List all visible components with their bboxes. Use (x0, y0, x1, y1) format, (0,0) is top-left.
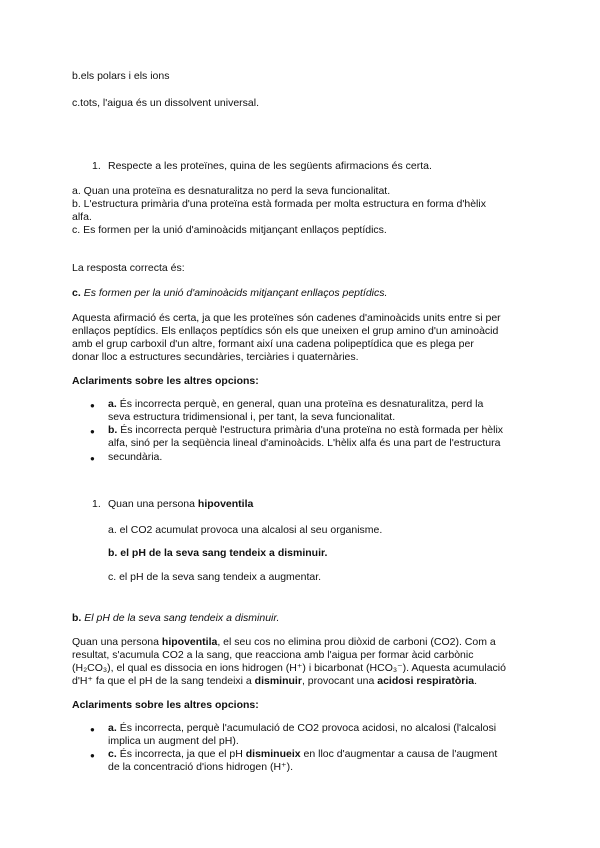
q2-bullet-a-text: És incorrecta, perquè l'acumulació de CO2 provoca acidosi, no alcalosi (l'alcalosi (119, 722, 497, 734)
q2-exp-text: Quan una persona (72, 636, 162, 648)
q1-bullet-b-cont2: secundària. (108, 451, 163, 463)
q1-bullet-b-letter: b. (108, 424, 118, 436)
q2-exp-bold: disminuir (254, 675, 302, 687)
q2-explanation-line (72, 636, 542, 649)
q2-exp-text: d'H⁺ fa que el pH de la sang tendeixi a (72, 675, 255, 687)
bullet-icon: ● (90, 427, 95, 436)
q1-question: Respecte a les proteïnes, quina de les següents afirmacions és certa. (108, 160, 432, 172)
q1-option-a: a. Quan una proteïna es desnaturalitza no perd la seva funcionalitat. (72, 185, 391, 197)
q2-option-b: b. el pH de la seva sang tendeix a disminuir. (108, 547, 328, 559)
q2-explanation (72, 636, 542, 688)
q2-exp-bold: acidosi respiratòria (377, 675, 475, 687)
q2-exp-bold: hipoventila (161, 636, 218, 648)
q1-bullet-a-text: És incorrecta perquè, en general, quan una proteïna es desnaturalitza, perd la (119, 398, 484, 410)
q1-clarifications-heading: Aclariments sobre les altres opcions: (72, 375, 259, 387)
q1-bullet-a-cont: seva estructura tridimensional i, per tant, la seva funcionalitat. (108, 411, 396, 423)
q1-answer-text: Es formen per la unió d'aminoàcids mitjançant enllaços peptídics. (83, 287, 388, 299)
q2-explanation-line: resultat, s'acumula CO2 a la sang, que reacciona amb l'aigua per formar àcid carbònic (72, 649, 474, 661)
q2-bullet-c-text: en lloc d'augmentar a causa de l'augment (300, 748, 498, 760)
q1-explanation-line: amb el grup carboxil d'un altre, formant així una cadena polipeptídica que es plega per (72, 338, 474, 350)
q1-answer-letter: c. (72, 287, 81, 299)
q2-clarifications-heading: Aclariments sobre les altres opcions: (72, 699, 259, 711)
q1-option-b-cont: alfa. (72, 211, 92, 223)
q2-exp-text: , provocant una (301, 675, 378, 687)
q2-exp-text: , el seu cos no elimina prou diòxid de carboni (CO2). Com a (217, 636, 496, 648)
bullet-icon: ● (90, 725, 95, 734)
q1-bullet-b-cont: alfa, sinó per la seqüència lineal d'aminoàcids. L'hèlix alfa és una part de l'estructura (108, 437, 501, 449)
q2-bullet-c-cont: de la concentració d'ions hidrogen (H⁺). (108, 761, 293, 773)
prev-option-b: b.els polars i els ions (72, 70, 170, 82)
q2-answer-text: El pH de la seva sang tendeix a disminuir. (84, 612, 280, 624)
q2-question-prefix: Quan una persona (108, 498, 195, 510)
q1-option-c: c. Es formen per la unió d'aminoàcids mitjançant enllaços peptídics. (72, 224, 387, 236)
q2-answer (72, 612, 279, 625)
q2-bullet-c (108, 748, 497, 761)
bullet-icon: ● (90, 401, 95, 410)
q1-bullet-b (108, 424, 503, 437)
bullet-icon: ● (90, 454, 95, 463)
q2-exp-text: . (474, 675, 478, 687)
q2-option-c: c. el pH de la seva sang tendeix a augmentar. (108, 571, 322, 583)
q1-bullet-b-text: És incorrecta perquè l'estructura primària d'una proteïna no està formada per hèlix (120, 424, 504, 436)
q2-bullet-a (108, 722, 496, 735)
q1-number: 1. (92, 160, 101, 172)
q2-answer-letter: b. (72, 612, 82, 624)
q1-option-b: b. L'estructura primària d'una proteïna està formada per molta estructura en forma d'hèlix (72, 198, 486, 210)
q1-explanation-line: Aquesta afirmació és certa, ja que les proteïnes són cadenes d'aminoàcids units entre si per (72, 312, 501, 324)
q1-answer (72, 287, 387, 300)
q2-bullet-c-text: És incorrecta, ja que el pH (119, 748, 246, 760)
q2-explanation-line: (H₂CO₃), el qual es dissocia en ions hidrogen (H⁺) i bicarbonat (HCO₃⁻). Aquesta acumulació (72, 662, 506, 674)
q2-question (108, 498, 253, 511)
bullet-icon: ● (90, 751, 95, 760)
q2-bullet-c-letter: c. (108, 748, 117, 760)
q2-bullet-c-bold: disminueix (245, 748, 301, 760)
q2-option-a: a. el CO2 acumulat provoca una alcalosi al seu organisme. (108, 524, 383, 536)
prev-option-c: c.tots, l'aigua és un dissolvent universal. (72, 97, 260, 109)
q2-number: 1. (92, 498, 101, 510)
q1-bullet-a (108, 398, 483, 411)
q2-question-bold: hipoventila (197, 498, 254, 510)
q1-explanation-line: donar lloc a estructures secundàries, terciàries i quaternàries. (72, 351, 359, 363)
q2-bullet-a-cont: implica un augment del pH). (108, 735, 239, 747)
q2-explanation-line (72, 675, 542, 688)
q1-answer-intro: La resposta correcta és: (72, 262, 185, 274)
q1-bullet-a-letter: a. (108, 398, 117, 410)
q1-explanation (72, 312, 542, 364)
q2-bullet-a-letter: a. (108, 722, 117, 734)
q1-explanation-line: enllaços peptídics. Els enllaços peptídics són els que uneixen el grup amino d'un aminoàcid (72, 325, 499, 337)
